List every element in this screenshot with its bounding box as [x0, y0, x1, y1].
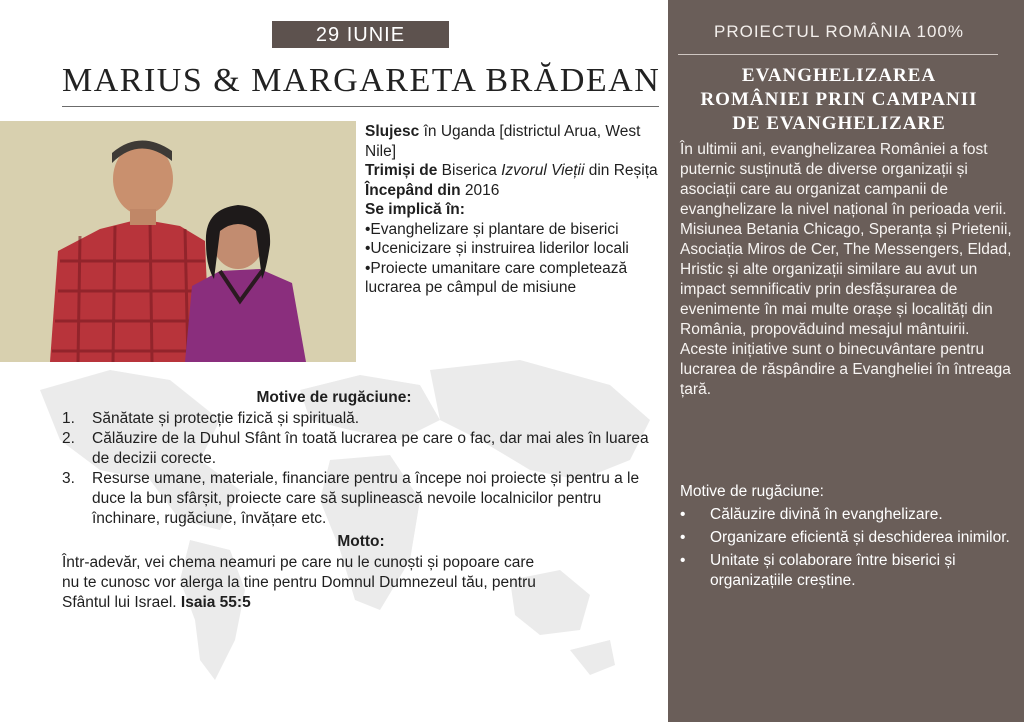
sidebar-paragraph: Aceste inițiative sunt o binecuvântare pentru lucrarea de răspândire a Evangheliei în întreaga țară.: [680, 341, 1011, 398]
prayer-number: 2.: [62, 430, 75, 447]
prayer-item: [62, 409, 662, 429]
bullet-icon: •: [680, 529, 686, 546]
involved-label: Se implică în:: [365, 201, 465, 218]
sidebar-divider: [678, 54, 998, 55]
prayer-item: [62, 429, 662, 469]
sidebar-prayer-item: • Organizare eficientă și deschiderea inimilor.: [680, 529, 1010, 546]
sidebar-prayer-item: • Unitate și colaborare între biserici și organizațiile creștine.: [680, 552, 956, 589]
prayer-list: [62, 409, 662, 529]
prayer-number: 3.: [62, 470, 75, 487]
prayer-text: Călăuzire de la Duhul Sfânt în toată lucrarea pe care o fac, dar mai ales în luarea de decizii corecte.: [92, 430, 649, 467]
title-divider: [62, 106, 659, 107]
serve-text: în Uganda [districtul Arua, West Nile]: [365, 123, 641, 160]
sent-text-end: din Reșița: [584, 162, 658, 179]
sidebar-paragraph: În ultimii ani, evanghelizarea României a fost puternic susținută de diverse organizații și asociații care au organizat campanii de evanghelizare la nivel național în perioada verii. Misiunea Betania Chicago, Speranța și Prietenii, Asociația Miros de Cer, The Messengers, Eldad, Hristic și alte organizații similare au avut un impact semnificativ prin desfășurarea de evenimente în mai multe orașe și localități din România, propovăduind mesajul mântuirii.: [680, 141, 1012, 338]
involved-item: •Ucenicizare și instruirea liderilor locali: [365, 240, 629, 257]
prayer-text: Sănătate și protecție fizică și spirituală.: [92, 410, 360, 427]
sidebar-panel: [668, 0, 1024, 722]
date-badge: 29 IUNIE: [272, 21, 449, 48]
since-line: [365, 181, 665, 201]
prayer-text: Resurse umane, materiale, financiare pentru a începe noi proiecte și pentru a le duce la bun sfârșit, proiecte care să suplinească nevoile localnicilor pentru închinare, rugăciune, învățare etc.: [92, 470, 640, 527]
prayer-heading: Motive de rugăciune:: [256, 389, 412, 406]
motto-text: [62, 553, 662, 613]
motto-reference: Isaia 55:5: [180, 594, 251, 611]
missionary-names: MARIUS & MARGARETA BRĂDEAN: [62, 62, 661, 99]
involved-item: •Proiecte umanitare care completează lucrarea pe câmpul de misiune: [365, 259, 628, 296]
since-text: 2016: [460, 181, 500, 199]
missionary-info: [365, 122, 665, 298]
serve-label: Slujesc: [365, 123, 420, 140]
sent-text: Biserica: [437, 162, 502, 179]
sidebar-body: [680, 140, 1012, 400]
missionary-couple-photo: [0, 121, 356, 362]
motto-line: Într-adevăr, vei chema neamuri pe care nu le cunoști și popoare care: [62, 554, 535, 571]
motto-line: Sfântul lui Israel. Isaia 55:5: [62, 594, 251, 611]
sent-label: Trimiși de: [365, 162, 438, 179]
motto-line: nu te cunosc vor alerga la tine pentru Domnul Dumnezeul tău, pentru: [62, 574, 536, 591]
sidebar-prayer-heading: Motive de rugăciune:: [680, 483, 824, 500]
bullet-icon: •: [680, 552, 686, 569]
prayer-item: [62, 469, 662, 529]
sidebar-prayer-list: [680, 505, 1012, 594]
bullet-icon: •: [680, 506, 686, 523]
serve-line: [365, 122, 665, 161]
involved-item: •Evanghelizare și plantare de biserici: [365, 220, 619, 238]
sent-church: Izvorul Vieții: [501, 162, 585, 179]
prayer-number: 1.: [62, 410, 75, 427]
since-label: Începând din: [365, 181, 461, 199]
sidebar-prayer-item: • Călăuzire divină în evanghelizare.: [680, 506, 943, 523]
sidebar-header: PROIECTUL ROMÂNIA 100%: [714, 22, 964, 41]
motto-heading: Motto:: [337, 533, 385, 550]
sidebar-title: EVANGHELIZAREA ROMÂNIEI PRIN CAMPANII DE EVANGHELIZARE: [700, 65, 978, 134]
sent-line: [365, 161, 665, 181]
